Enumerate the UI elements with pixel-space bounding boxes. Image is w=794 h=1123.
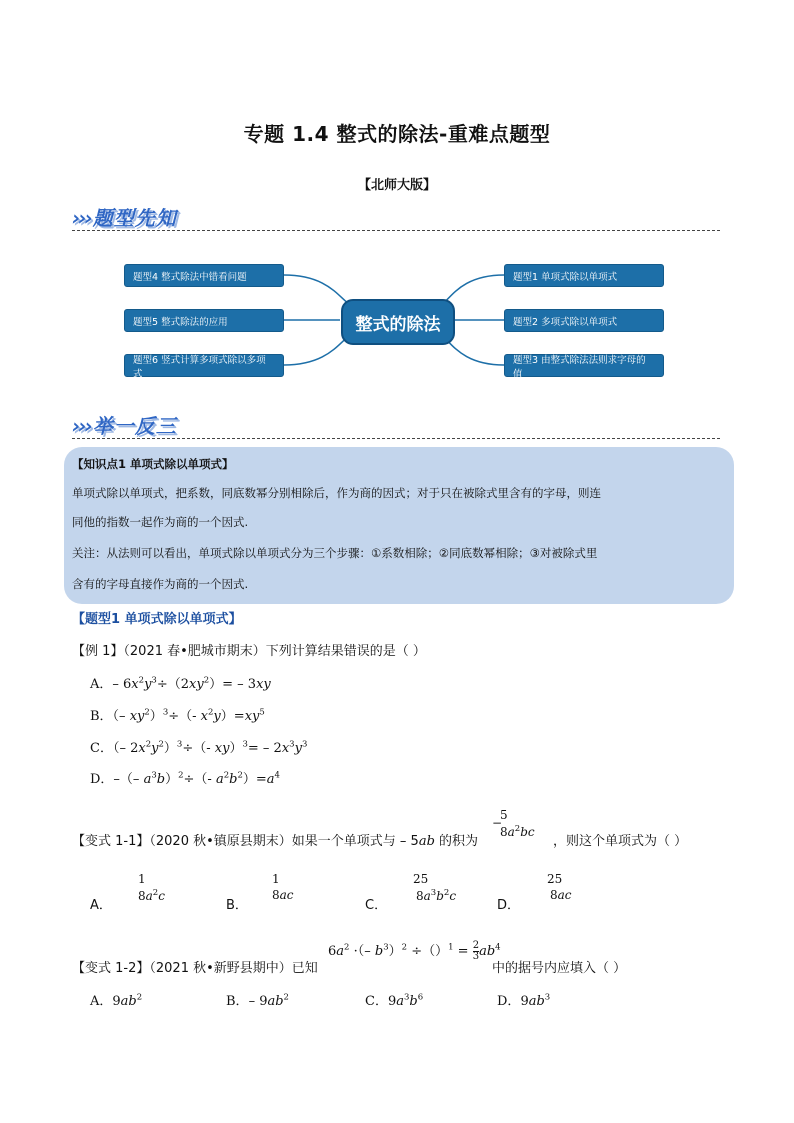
den-value: 8 xyxy=(138,889,146,903)
mindmap-node-type6: 题型6 竖式计算多项式除以多项式 xyxy=(124,354,284,377)
variant-1-2-stem xyxy=(72,957,318,976)
knowledge-line-4: 含有的字母直接作为商的一个因式. xyxy=(72,577,249,591)
v11-option-d-letter: D． xyxy=(497,898,521,913)
variant-text-b: 中的据号内应填入（ ） xyxy=(492,961,627,976)
mindmap-node-type1: 题型1 单项式除以单项式 xyxy=(504,264,664,287)
mindmap-node-type2: 题型2 多项式除以单项式 xyxy=(504,309,664,332)
option-letter: D． xyxy=(497,994,521,1009)
v12-option-d: D．$9ab^3$ xyxy=(497,992,551,1009)
example-label: 【例 1】 xyxy=(72,644,124,659)
numerator: 1 xyxy=(272,872,280,886)
numerator: 25 xyxy=(413,872,429,886)
arrows-icon: ››› xyxy=(72,206,91,230)
knowledge-line-3: 关注：从法则可以看出，单项式除以单项式分为三个步骤：①系数相除；②同底数幂相除；③对被除式里 xyxy=(72,546,598,560)
variant-text-b: 的积为 xyxy=(439,834,479,849)
denominator: $8a^2c$ xyxy=(138,888,165,903)
fraction-numerator: 5 xyxy=(500,808,508,822)
mindmap-node-type4: 题型4 整式除法中错看问题 xyxy=(124,264,284,287)
denominator: 8ac xyxy=(550,888,572,902)
fraction-den-value: 8 xyxy=(500,825,508,839)
knowledge-line-2: 同他的指数一起作为商的一个因式. xyxy=(72,515,249,529)
banner-text: 举一反三 xyxy=(92,414,177,438)
variant-text-a: 已知 xyxy=(291,961,318,976)
v11-option-c-letter: C． xyxy=(365,898,388,913)
v12-option-b: B．– $9ab^2$ xyxy=(226,992,289,1009)
divider xyxy=(72,438,720,439)
option-c: C．（– $2x^2y^2)^3\div(-$ $xy)^3= - 2x^3y^3$ xyxy=(90,739,308,756)
variant-source: （2020 秋•镇原县期末） xyxy=(149,834,292,849)
variant-source: （2021 秋•新野县期中） xyxy=(149,961,292,976)
equation: $6a^2$ ·（– $b^3)^2 \div()^1$ = $\frac{2}{3}$ $ab^4$ xyxy=(328,940,501,962)
v12-option-a: A．$9ab^2$ xyxy=(90,992,143,1009)
fraction-sign: − xyxy=(492,816,503,830)
variant-label: 【变式 1-2】 xyxy=(72,961,150,976)
arrows-icon: ››› xyxy=(72,414,91,438)
example-source: （2021 春•肥城市期末） xyxy=(123,644,266,659)
variant-1-1-stem: 【变式 1-1】（2020 秋•镇原县期末）如果一个单项式与 – 5ab 的积为 xyxy=(72,834,479,849)
knowledge-heading: 【知识点1 单项式除以单项式】 xyxy=(72,457,234,471)
example-text: 下列计算结果错误的是（ ） xyxy=(265,644,426,659)
v11-option-a-letter: A． xyxy=(90,898,112,913)
page-title: 专题 1.4 整式的除法-重难点题型 xyxy=(243,122,551,146)
numerator: 25 xyxy=(547,872,563,886)
den-value: 8 xyxy=(272,888,280,902)
v12-option-c: C．$9a^3b^6$ xyxy=(365,992,424,1009)
fraction-denominator: $8a^2bc$ xyxy=(500,824,535,839)
option-b: B．（– $xy^2)^3\div(-$ $x^2y)=xy^5$ xyxy=(90,707,265,724)
banner-text: 题型先知 xyxy=(92,206,177,230)
numerator: 1 xyxy=(138,872,146,886)
option-a: A．– $6x^2y^3\div(2xy^2)= - 3xy$ xyxy=(90,675,271,692)
den-value: 8 xyxy=(550,888,558,902)
mindmap-node-type5: 题型5 整式除法的应用 xyxy=(124,309,284,332)
den-value: 8 xyxy=(416,889,424,903)
v11-option-b-letter: B． xyxy=(226,898,248,913)
mindmap-node-type3: 题型3 由整式除法法则求字母的值 xyxy=(504,354,664,377)
option-letter: B． xyxy=(226,994,249,1009)
option-letter: A． xyxy=(90,994,113,1009)
question-type-heading: 【题型1 单项式除以单项式】 xyxy=(72,612,242,627)
edition-label: 【北师大版】 xyxy=(357,178,436,193)
example-1-stem xyxy=(72,640,426,659)
denominator: 8ac xyxy=(272,888,294,902)
mindmap-center: 整式的除法 xyxy=(341,299,455,345)
option-letter: C． xyxy=(365,994,388,1009)
variant-text-c: ，则这个单项式为（ ） xyxy=(553,834,688,849)
option-d: D．–（– $a^3b)^2\div(-$ $a^2b^2)=a^4$ xyxy=(90,770,280,787)
section-banner-practice xyxy=(72,410,177,439)
variant-label: 【变式 1-1】 xyxy=(72,834,150,849)
variant-text-a: 如果一个单项式与 – 5 xyxy=(291,834,419,849)
denominator: $8a^3b^2c$ xyxy=(416,888,457,903)
knowledge-line-1: 单项式除以单项式，把系数，同底数幂分别相除后，作为商的因式；对于只在被除式里含有的字母，则连 xyxy=(72,486,601,500)
